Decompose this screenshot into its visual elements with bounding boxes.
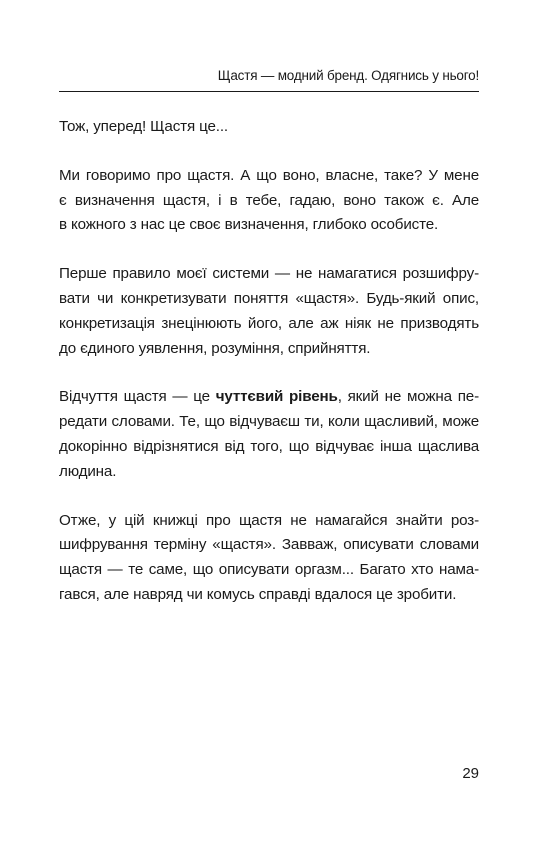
text-line: Ми говоримо про щастя. А що воно, власне, таке? У мене <box>59 166 479 184</box>
text-line: щастя — те саме, що описувати оргазм... Багато хто нама- <box>59 561 479 579</box>
text-run: , який не можна пе- <box>337 388 480 406</box>
text-line: Перше правило моєї системи — не намагатися розшифру- <box>59 265 479 283</box>
text-line: є визначення щастя, і в тебе, гадаю, воно також є. Але <box>59 191 479 209</box>
text-line: людина. <box>59 462 117 480</box>
text-line: шифрування терміну «щастя». Завваж, описувати словами <box>59 536 479 554</box>
paragraph-conclusion <box>59 509 479 608</box>
page-number: 29 <box>462 765 479 782</box>
text-line <box>59 385 479 410</box>
paragraph-first-rule <box>59 262 479 361</box>
emphasis-text: чуттєвий рівень <box>215 388 338 406</box>
running-header: Щастя — модний бренд. Одягнись у нього! <box>217 68 479 83</box>
text-line: Тож, уперед! Щастя це... <box>59 118 228 135</box>
text-line: в кожного з нас це своє визначення, глибоко особисте. <box>59 216 439 234</box>
text-line: конкретизація знецінюють його, але аж ніяк не призводять <box>59 314 479 332</box>
text-line: докорінно відрізнятися від того, що відчуває інша щаслива <box>59 437 479 455</box>
text-line: редати словами. Те, що відчуваєш ти, коли щасливий, може <box>59 413 479 431</box>
text-line: вати чи конкретизувати поняття «щастя». Будь-який опис, <box>59 289 479 307</box>
text-line: Отже, у цій книжці про щастя не намагайся знайти роз- <box>59 511 479 529</box>
text-run: Відчуття щастя — це <box>59 388 216 406</box>
header-rule <box>59 91 479 92</box>
paragraph-intro <box>59 115 479 140</box>
text-line: до єдиного уявлення, розуміння, сприйняття. <box>59 339 371 357</box>
text-line: гався, але навряд чи комусь справді вдалося це зробити. <box>59 585 457 603</box>
paragraph-definition <box>59 164 479 238</box>
paragraph-feeling <box>59 385 479 484</box>
body-text <box>59 115 479 632</box>
